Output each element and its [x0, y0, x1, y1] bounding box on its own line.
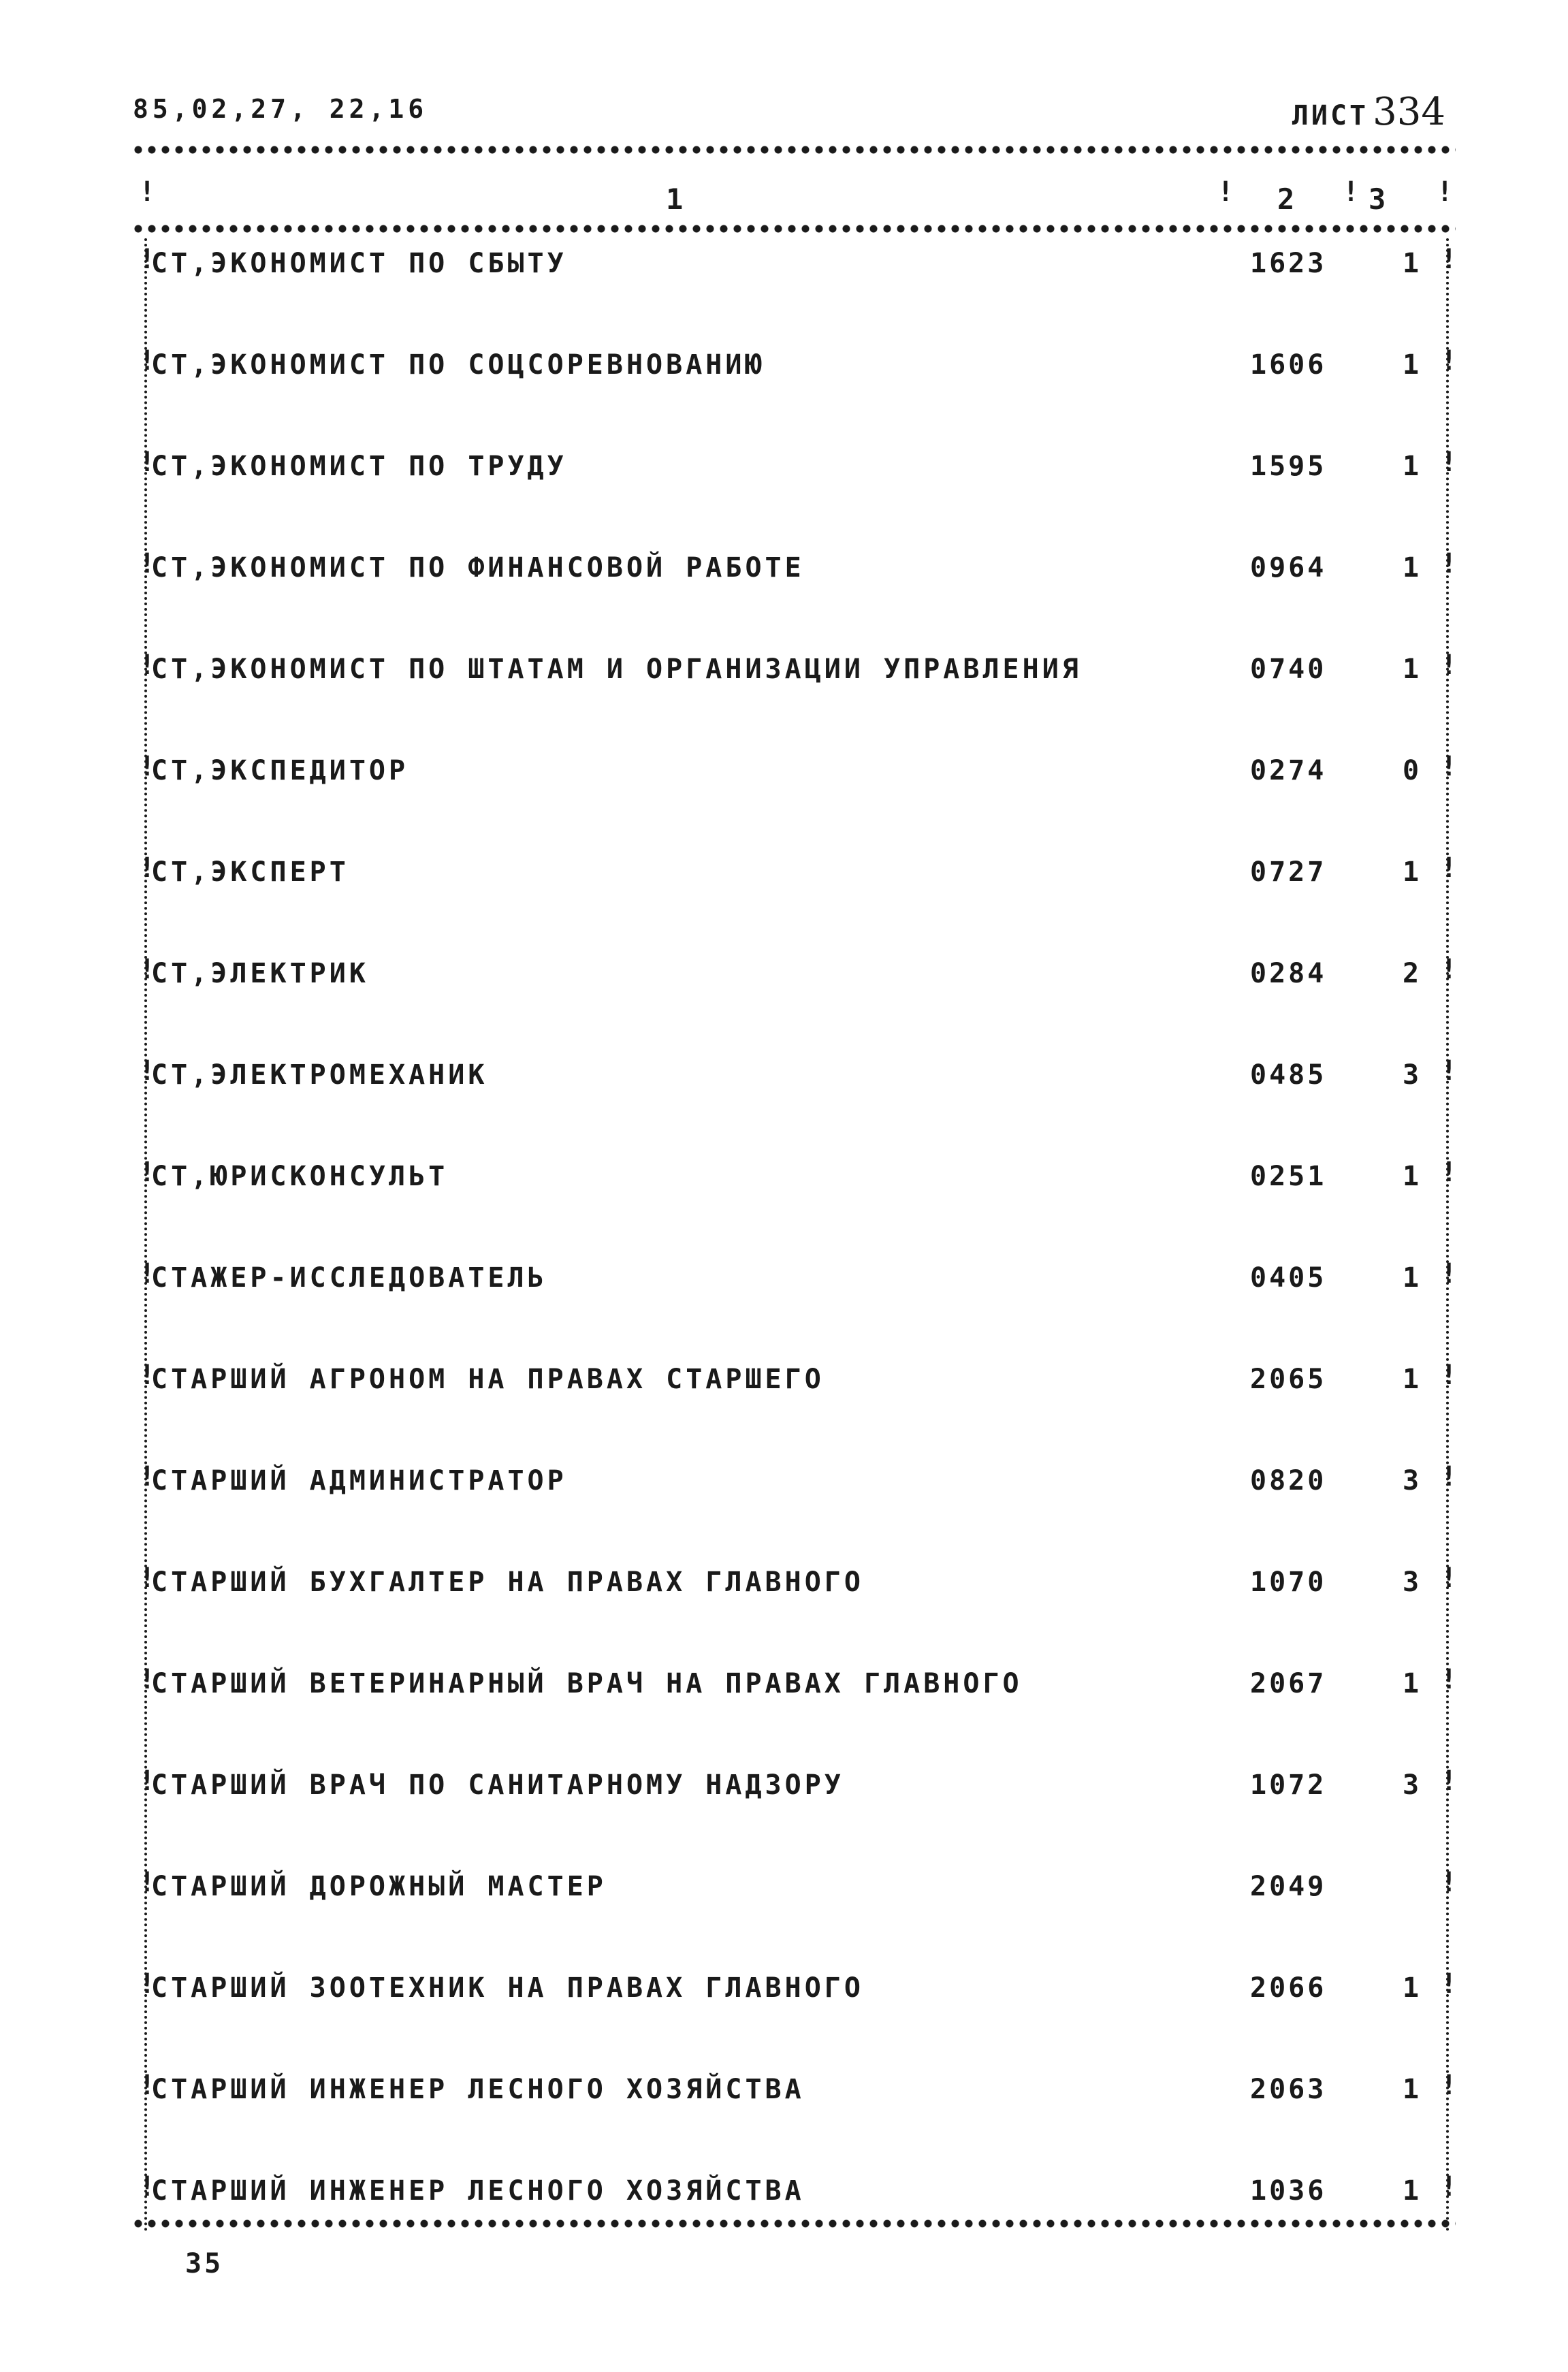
position-code: 1595: [1250, 451, 1327, 482]
column-header-1: 1: [666, 182, 684, 216]
position-name: СТАРШИЙ ЗООТЕХНИК НА ПРАВАХ ГЛАВНОГО: [151, 1972, 864, 2004]
table-row: ! СТАРШИЙ ВЕТЕРИНАРНЫЙ ВРАЧ НА ПРАВАХ ГЛАВНОГО 2067 1 !: [139, 1664, 1458, 1699]
position-code: 1072: [1250, 1769, 1327, 1801]
asterisk-rule-header: [131, 223, 1456, 234]
position-name: СТАРШИЙ ДОРОЖНЫЙ МАСТЕР: [151, 1871, 607, 1902]
position-code: 0964: [1250, 552, 1327, 583]
position-name: СТАРШИЙ ВРАЧ ПО САНИТАРНОМУ НАДЗОРУ: [151, 1769, 844, 1801]
category: 1: [1402, 856, 1420, 888]
column-divider: !: [1343, 176, 1360, 208]
column-header-2: 2: [1277, 182, 1295, 216]
position-code: 1623: [1250, 248, 1327, 279]
position-code: 0740: [1250, 654, 1327, 685]
position-name: СТ,ЭКОНОМИСТ ПО СОЦСОРЕВНОВАНИЮ: [151, 349, 765, 381]
position-name: СТ,ЭКСПЕДИТОР: [151, 755, 409, 786]
category: 1: [1402, 654, 1420, 685]
position-code: 2065: [1250, 1364, 1327, 1395]
position-code: 0251: [1250, 1161, 1327, 1192]
position-name: СТАРШИЙ ИНЖЕНЕР ЛЕСНОГО ХОЗЯЙСТВА: [151, 2074, 805, 2105]
position-code: 1070: [1250, 1567, 1327, 1598]
position-code: 0820: [1250, 1465, 1327, 1496]
category: 1: [1402, 1972, 1420, 2004]
table-row: ! СТАРШИЙ ДОРОЖНЫЙ МАСТЕР 2049 !: [139, 1867, 1458, 1902]
column-header-3: 3: [1369, 182, 1386, 216]
position-code: 0274: [1250, 755, 1327, 786]
table-row: ! СТ,ЭКОНОМИСТ ПО ТРУДУ 1595 1 !: [139, 447, 1458, 482]
table-row: ! СТАЖЕР-ИССЛЕДОВАТЕЛЬ 0405 1 !: [139, 1258, 1458, 1294]
sheet-number: 334: [1373, 90, 1445, 134]
category: 3: [1402, 1465, 1420, 1496]
sheet-label: ЛИСТ: [1292, 100, 1369, 131]
position-name: СТ,ЭКОНОМИСТ ПО ШТАТАМ И ОРГАНИЗАЦИИ УПРАВЛЕНИЯ: [151, 654, 1082, 685]
table-row: ! СТ,ЭЛЕКТРОМЕХАНИК 0485 3 !: [139, 1055, 1458, 1091]
category: 1: [1402, 552, 1420, 583]
position-name: СТАЖЕР-ИССЛЕДОВАТЕЛЬ: [151, 1262, 547, 1294]
category: 1: [1402, 248, 1420, 279]
table-row: ! СТ,ЭКОНОМИСТ ПО ФИНАНСОВОЙ РАБОТЕ 0964 1 !: [139, 548, 1458, 583]
position-name: СТ,ЭЛЕКТРИК: [151, 958, 369, 989]
category: 3: [1402, 1059, 1420, 1091]
table-row: ! СТАРШИЙ ВРАЧ ПО САНИТАРНОМУ НАДЗОРУ 1072 3 !: [139, 1765, 1458, 1801]
table-row: ! СТАРШИЙ БУХГАЛТЕР НА ПРАВАХ ГЛАВНОГО 1070 3 !: [139, 1562, 1458, 1598]
category: 1: [1402, 1364, 1420, 1395]
category: 1: [1402, 349, 1420, 381]
category: 3: [1402, 1769, 1420, 1801]
position-code: 0485: [1250, 1059, 1327, 1091]
column-divider: !: [1217, 176, 1234, 208]
column-divider: !: [139, 176, 156, 208]
category: 1: [1402, 1262, 1420, 1294]
table-border-left: [144, 238, 147, 2233]
position-name: СТАРШИЙ ИНЖЕНЕР ЛЕСНОГО ХОЗЯЙСТВА: [151, 2175, 805, 2207]
position-name: СТ,ЭКСПЕРТ: [151, 856, 349, 888]
table-row: ! СТАРШИЙ ИНЖЕНЕР ЛЕСНОГО ХОЗЯЙСТВА 2063 1 !: [139, 2070, 1458, 2105]
sheet-header: [1292, 90, 1445, 134]
table-row: ! СТАРШИЙ ЗООТЕХНИК НА ПРАВАХ ГЛАВНОГО 2066 1 !: [139, 1968, 1458, 2004]
position-name: СТ,ЭКОНОМИСТ ПО ФИНАНСОВОЙ РАБОТЕ: [151, 552, 805, 583]
page-number: 35: [185, 2248, 224, 2279]
table-row: ! СТАРШИЙ АГРОНОМ НА ПРАВАХ СТАРШЕГО 2065 1 !: [139, 1360, 1458, 1395]
category: 1: [1402, 2175, 1420, 2207]
document-code: 85,02,27, 22,16: [133, 94, 428, 124]
position-name: СТ,ЭКОНОМИСТ ПО ТРУДУ: [151, 451, 567, 482]
position-name: СТАРШИЙ АДМИНИСТРАТОР: [151, 1465, 567, 1496]
category: 1: [1402, 2074, 1420, 2105]
category: 2: [1402, 958, 1420, 989]
position-code: 1036: [1250, 2175, 1327, 2207]
category: 1: [1402, 451, 1420, 482]
position-code: 1606: [1250, 349, 1327, 381]
position-name: СТАРШИЙ ВЕТЕРИНАРНЫЙ ВРАЧ НА ПРАВАХ ГЛАВНОГО: [151, 1668, 1023, 1699]
position-name: СТАРШИЙ БУХГАЛТЕР НА ПРАВАХ ГЛАВНОГО: [151, 1567, 864, 1598]
table-row: ! СТАРШИЙ ИНЖЕНЕР ЛЕСНОГО ХОЗЯЙСТВА 1036 1 !: [139, 2171, 1458, 2207]
table-row: ! СТ,ЭКСПЕДИТОР 0274 0 !: [139, 751, 1458, 786]
position-name: СТ,ЮРИСКОНСУЛЬТ: [151, 1161, 449, 1192]
category: 0: [1402, 755, 1420, 786]
position-name: СТ,ЭЛЕКТРОМЕХАНИК: [151, 1059, 488, 1091]
position-code: 0405: [1250, 1262, 1327, 1294]
position-code: 0727: [1250, 856, 1327, 888]
table-row: ! СТ,ЮРИСКОНСУЛЬТ 0251 1 !: [139, 1157, 1458, 1192]
table-row: ! СТ,ЭЛЕКТРИК 0284 2 !: [139, 954, 1458, 989]
position-code: 2066: [1250, 1972, 1327, 2004]
asterisk-rule-top: [131, 144, 1456, 155]
table-row: ! СТ,ЭКОНОМИСТ ПО ШТАТАМ И ОРГАНИЗАЦИИ УПРАВЛЕНИЯ 0740 1 !: [139, 650, 1458, 685]
position-code: 2049: [1250, 1871, 1327, 1902]
position-code: 0284: [1250, 958, 1327, 989]
table-row: ! СТ,ЭКОНОМИСТ ПО СБЫТУ 1623 1 !: [139, 244, 1458, 279]
asterisk-rule-bottom: [131, 2218, 1456, 2229]
table-row: ! СТ,ЭКОНОМИСТ ПО СОЦСОРЕВНОВАНИЮ 1606 1 !: [139, 345, 1458, 381]
category: 3: [1402, 1567, 1420, 1598]
category: 1: [1402, 1668, 1420, 1699]
position-name: СТАРШИЙ АГРОНОМ НА ПРАВАХ СТАРШЕГО: [151, 1364, 825, 1395]
table-border-right: [1446, 238, 1449, 2233]
position-name: СТ,ЭКОНОМИСТ ПО СБЫТУ: [151, 248, 567, 279]
category: 1: [1402, 1161, 1420, 1192]
position-code: 2067: [1250, 1668, 1327, 1699]
column-divider: !: [1437, 176, 1454, 208]
table-row: ! СТАРШИЙ АДМИНИСТРАТОР 0820 3 !: [139, 1461, 1458, 1496]
position-code: 2063: [1250, 2074, 1327, 2105]
table-row: ! СТ,ЭКСПЕРТ 0727 1 !: [139, 852, 1458, 888]
